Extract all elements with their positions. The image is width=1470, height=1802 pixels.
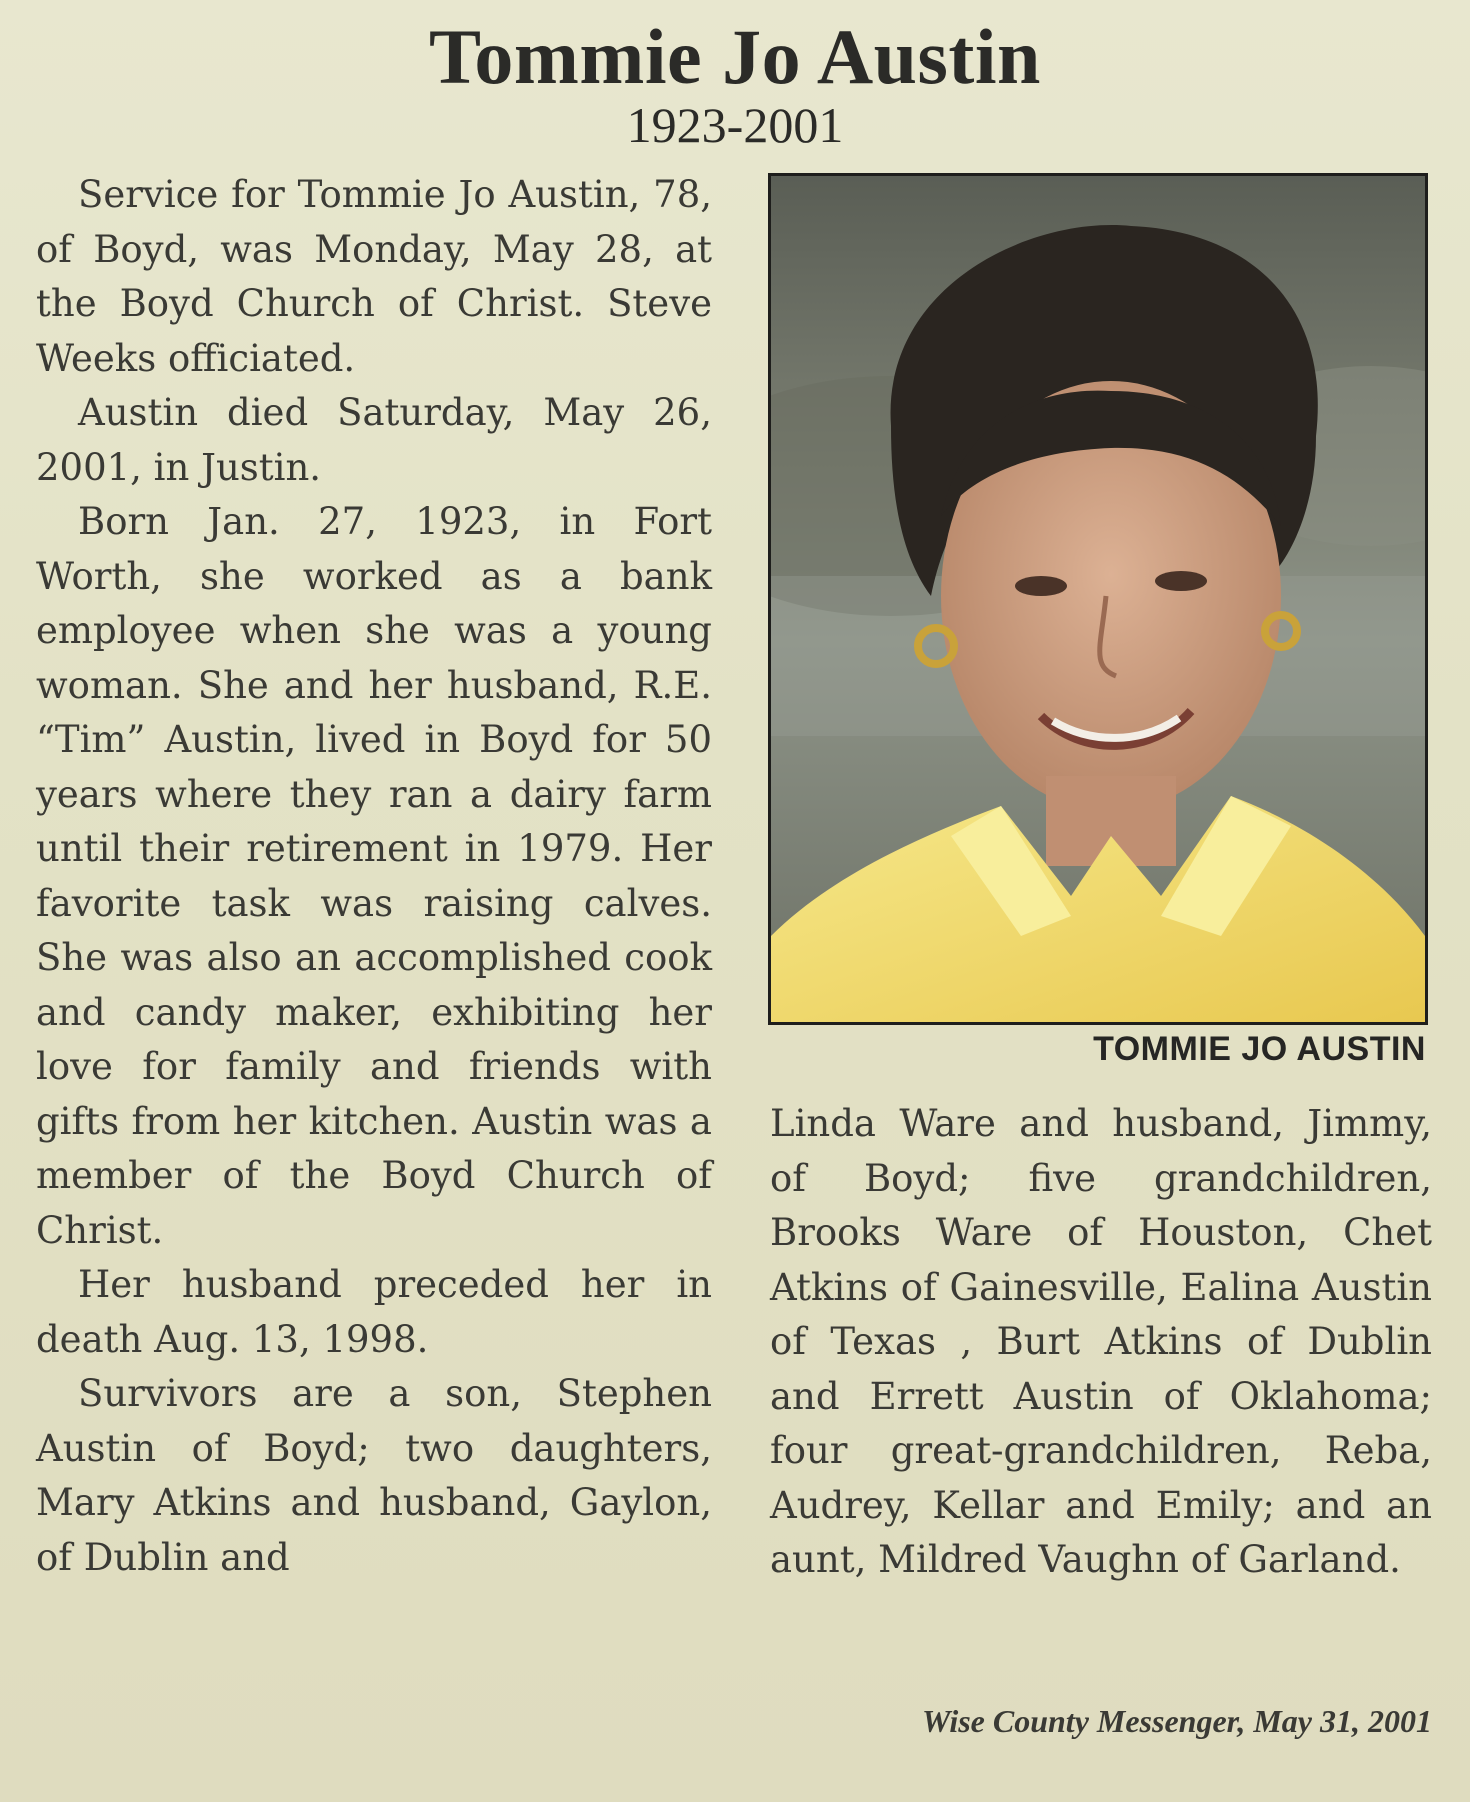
paragraph-life: Born Jan. 27, 1923, in Fort Worth, she worked as a bank employee when she was a young woman. She and her husband, R.E. “Tim” Austin, lived in Boyd for 50 years where they ran a dairy farm until their retirement in 1979. Her favorite task was raising calves. She was also an accomplished cook and candy maker, exhibiting her love for family and friends with gifts from her kitchen. Austin was a member of the Boyd Church of Christ. (36, 500, 712, 1252)
photo-caption: TOMMIE JO AUSTIN (1093, 1030, 1426, 1068)
paragraph-survivors-continued: Linda Ware and husband, Jimmy, of Boyd; five grandchildren, Brooks Ware of Houston, Chet Atkins of Gainesville, Ealina Austin of Texas , Burt Atkins of Dublin and Errett Austin of Oklahoma; four great-grandchildren, Reba, Audrey, Kellar and Emily; and an aunt, Mildred Vaughn of Garland. (770, 1102, 1432, 1581)
portrait-illustration (771, 176, 1425, 1022)
paragraph-husband: Her husband preceded her in death Aug. 13, 1998. (36, 1263, 712, 1361)
paragraph-survivors: Survivors are a son, Stephen Austin of Boyd; two daughters, Mary Atkins and husband, Gaylon, of Dublin and (36, 1372, 712, 1579)
obituary-years: 1923-2001 (626, 97, 844, 153)
source-credit: Wise County Messenger, May 31, 2001 (922, 1703, 1432, 1739)
obituary-headline: Tommie Jo Austin (429, 13, 1041, 100)
text-column-left (36, 168, 712, 1585)
paragraph-service: Service for Tommie Jo Austin, 78, of Boyd, was Monday, May 28, at the Boyd Church of Christ. Steve Weeks officiated. (36, 173, 712, 380)
paragraph-death: Austin died Saturday, May 26, 2001, in Justin. (36, 391, 712, 489)
text-column-right (770, 1097, 1432, 1588)
portrait-photo (768, 173, 1428, 1025)
